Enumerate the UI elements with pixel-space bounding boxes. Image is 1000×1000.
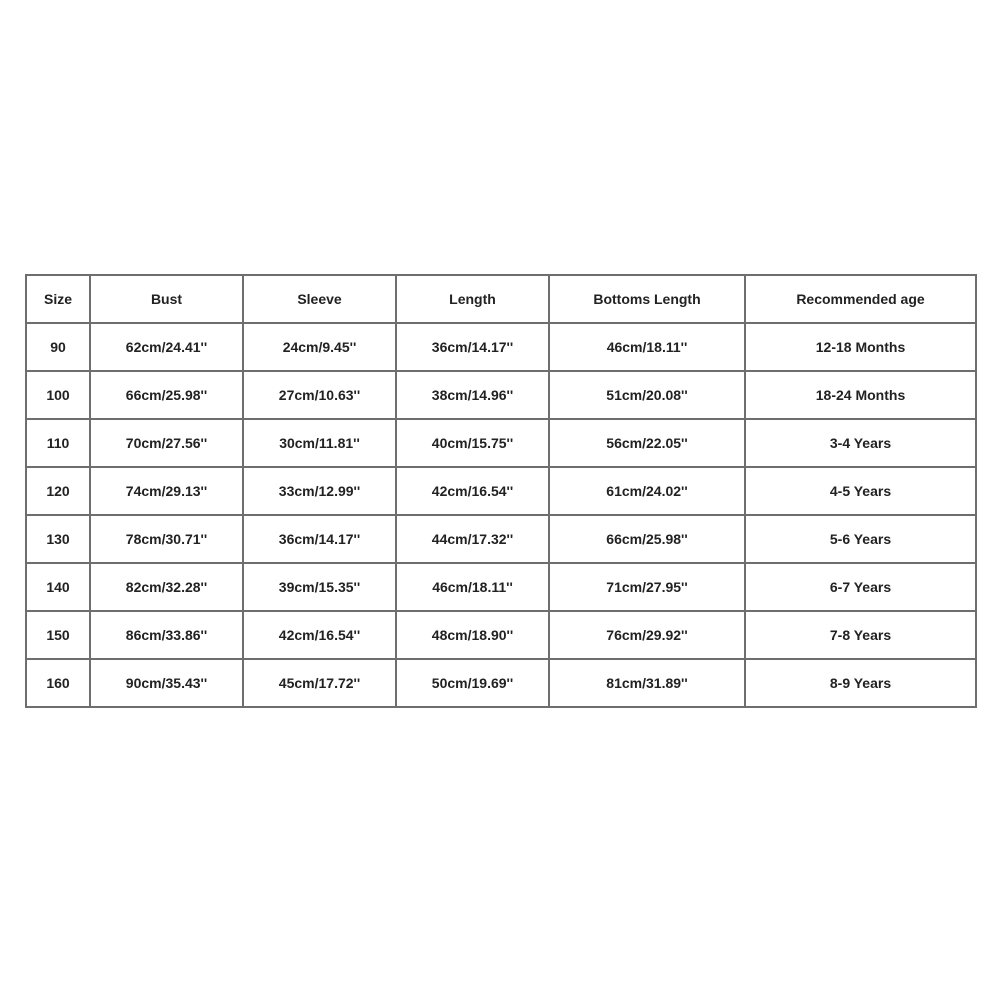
- cell-length: 36cm/14.17'': [396, 323, 549, 371]
- cell-size: 150: [26, 611, 90, 659]
- cell-bottoms-length: 66cm/25.98'': [549, 515, 745, 563]
- cell-length: 44cm/17.32'': [396, 515, 549, 563]
- cell-size: 120: [26, 467, 90, 515]
- table-body: [26, 323, 976, 707]
- cell-size: 140: [26, 563, 90, 611]
- table-row: [26, 419, 976, 467]
- cell-size: 90: [26, 323, 90, 371]
- cell-size: 110: [26, 419, 90, 467]
- header-row: [26, 275, 976, 323]
- cell-recommended-age: 7-8 Years: [745, 611, 976, 659]
- header-recommended-age: Recommended age: [745, 275, 976, 323]
- cell-sleeve: 39cm/15.35'': [243, 563, 396, 611]
- cell-length: 40cm/15.75'': [396, 419, 549, 467]
- table-row: [26, 371, 976, 419]
- cell-recommended-age: 18-24 Months: [745, 371, 976, 419]
- cell-recommended-age: 5-6 Years: [745, 515, 976, 563]
- cell-length: 42cm/16.54'': [396, 467, 549, 515]
- table-row: [26, 563, 976, 611]
- cell-bust: 82cm/32.28'': [90, 563, 243, 611]
- cell-bust: 78cm/30.71'': [90, 515, 243, 563]
- table-header: [26, 275, 976, 323]
- cell-bottoms-length: 81cm/31.89'': [549, 659, 745, 707]
- table-row: [26, 515, 976, 563]
- cell-bottoms-length: 46cm/18.11'': [549, 323, 745, 371]
- cell-sleeve: 30cm/11.81'': [243, 419, 396, 467]
- cell-sleeve: 36cm/14.17'': [243, 515, 396, 563]
- cell-bust: 66cm/25.98'': [90, 371, 243, 419]
- size-chart-table: [25, 274, 977, 708]
- cell-sleeve: 33cm/12.99'': [243, 467, 396, 515]
- header-length: Length: [396, 275, 549, 323]
- table-row: [26, 611, 976, 659]
- header-bust: Bust: [90, 275, 243, 323]
- cell-bottoms-length: 51cm/20.08'': [549, 371, 745, 419]
- cell-bottoms-length: 71cm/27.95'': [549, 563, 745, 611]
- cell-length: 48cm/18.90'': [396, 611, 549, 659]
- header-bottoms-length: Bottoms Length: [549, 275, 745, 323]
- cell-length: 38cm/14.96'': [396, 371, 549, 419]
- cell-bottoms-length: 61cm/24.02'': [549, 467, 745, 515]
- cell-bust: 74cm/29.13'': [90, 467, 243, 515]
- cell-sleeve: 24cm/9.45'': [243, 323, 396, 371]
- cell-recommended-age: 4-5 Years: [745, 467, 976, 515]
- cell-sleeve: 45cm/17.72'': [243, 659, 396, 707]
- cell-recommended-age: 8-9 Years: [745, 659, 976, 707]
- cell-size: 100: [26, 371, 90, 419]
- cell-bust: 90cm/35.43'': [90, 659, 243, 707]
- cell-bust: 62cm/24.41'': [90, 323, 243, 371]
- header-size: Size: [26, 275, 90, 323]
- cell-sleeve: 27cm/10.63'': [243, 371, 396, 419]
- cell-sleeve: 42cm/16.54'': [243, 611, 396, 659]
- header-sleeve: Sleeve: [243, 275, 396, 323]
- cell-recommended-age: 12-18 Months: [745, 323, 976, 371]
- table-row: [26, 467, 976, 515]
- cell-bust: 86cm/33.86'': [90, 611, 243, 659]
- cell-length: 50cm/19.69'': [396, 659, 549, 707]
- table-row: [26, 659, 976, 707]
- cell-bottoms-length: 76cm/29.92'': [549, 611, 745, 659]
- cell-recommended-age: 3-4 Years: [745, 419, 976, 467]
- cell-bust: 70cm/27.56'': [90, 419, 243, 467]
- cell-size: 160: [26, 659, 90, 707]
- table-row: [26, 323, 976, 371]
- cell-bottoms-length: 56cm/22.05'': [549, 419, 745, 467]
- cell-length: 46cm/18.11'': [396, 563, 549, 611]
- cell-recommended-age: 6-7 Years: [745, 563, 976, 611]
- cell-size: 130: [26, 515, 90, 563]
